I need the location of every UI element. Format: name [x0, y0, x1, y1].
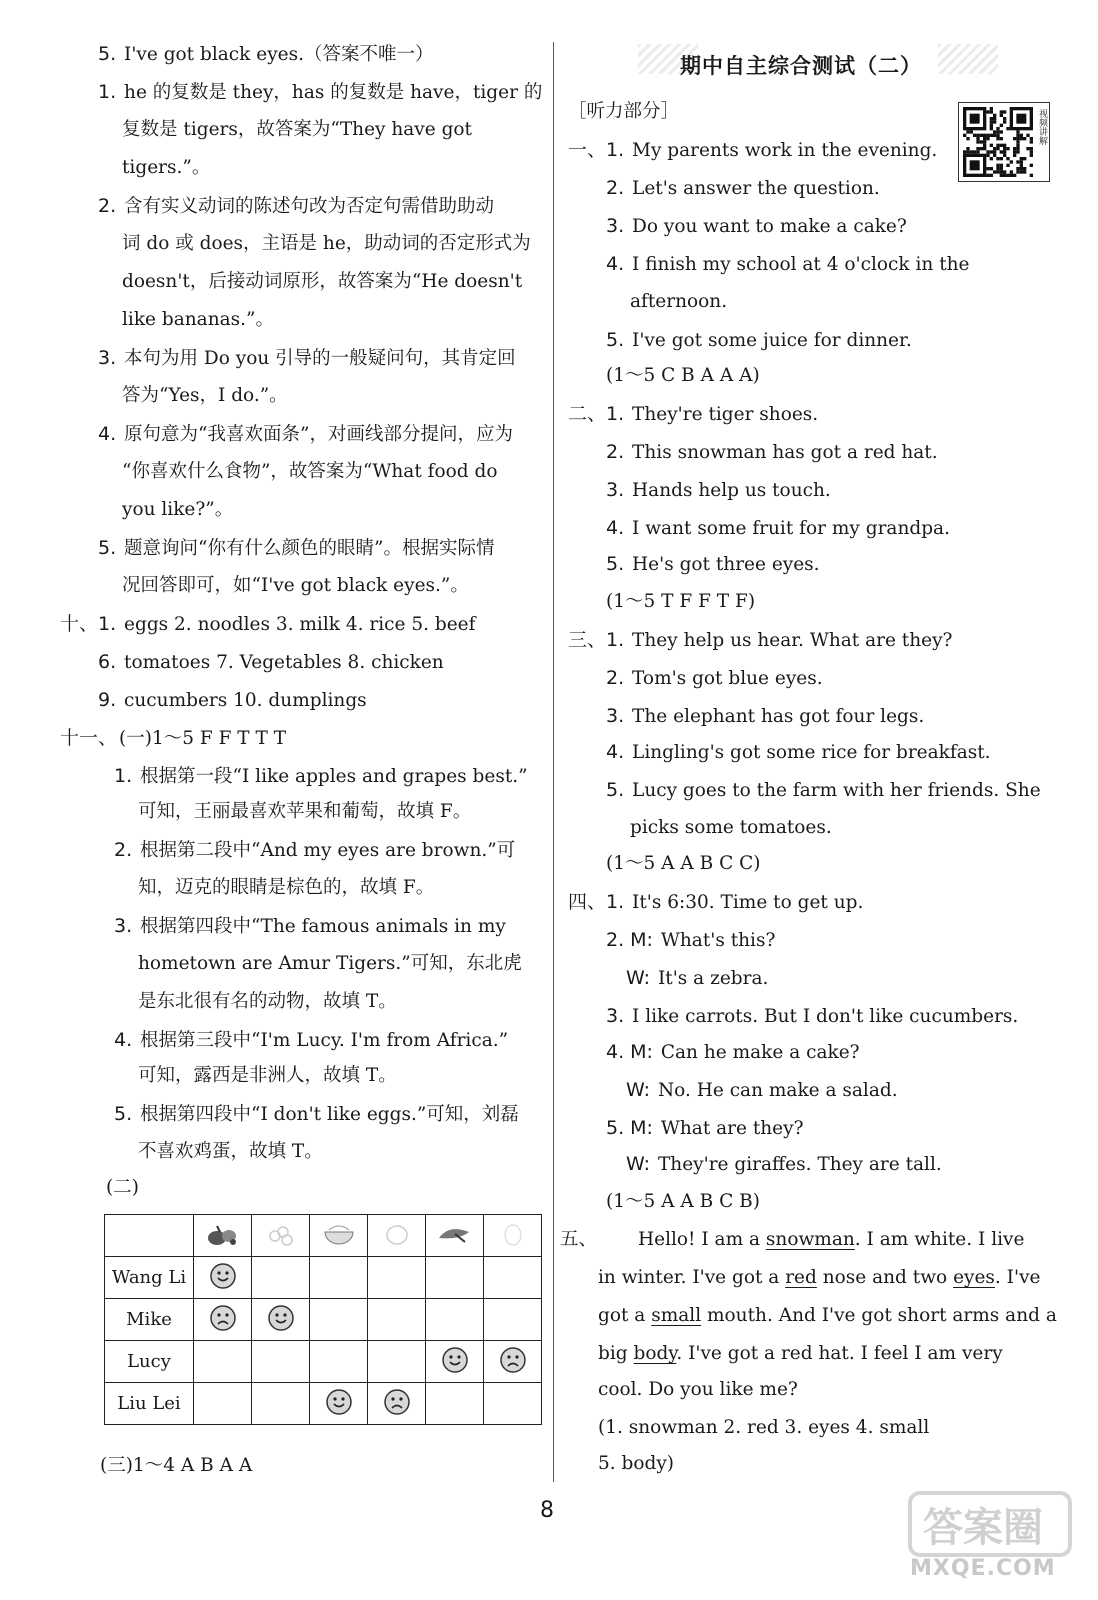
- student-name: Lucy: [105, 1341, 194, 1383]
- list-item: 2. 根据第二段中“And my eyes are brown.”可: [114, 839, 516, 861]
- list-item: 一、1. My parents work in the evening.: [568, 139, 938, 161]
- table-cell: [484, 1341, 542, 1383]
- food-picture-4: [368, 1215, 426, 1257]
- table-cell: [426, 1299, 484, 1341]
- list-item: (1～5 A A B C B): [606, 1191, 760, 1212]
- list-item: 3. Hands help us touch.: [606, 479, 831, 501]
- list-item: (1～5 T F F T F): [606, 591, 756, 612]
- table-cell: [310, 1257, 368, 1299]
- section-label: ［听力部分］: [568, 101, 680, 122]
- answer-blank: snowman: [765, 1229, 855, 1250]
- list-item: 2. 含有实义动词的陈述句改为否定句需借助助动: [98, 195, 495, 217]
- table-cell: [252, 1299, 310, 1341]
- answer-blank: small: [651, 1305, 702, 1326]
- table-cell: [484, 1383, 542, 1425]
- list-item: 5. I've got some juice for dinner.: [606, 329, 912, 351]
- list-item: 况回答即可，如“I've got black eyes.”。: [122, 575, 469, 596]
- column-divider: [553, 42, 554, 1482]
- list-item: 二、1. They're tiger shoes.: [568, 403, 819, 425]
- list-item: 三、1. They help us hear. What are they?: [568, 629, 953, 651]
- list-item: 5. M: What are they?: [606, 1117, 804, 1139]
- list-item: 5. He's got three eyes.: [606, 553, 820, 575]
- list-item: 3. 本句为用 Do you 引导的一般疑问句，其肯定回: [98, 347, 516, 369]
- page-number: 8: [540, 1498, 554, 1523]
- list-item: tigers.”。: [122, 157, 211, 178]
- list-item: like bananas.”。: [122, 309, 274, 330]
- list-item: “你喜欢什么食物”，故答案为“What food do: [122, 461, 498, 482]
- list-item: doesn't，后接动词原形，故答案为“He doesn't: [122, 271, 523, 292]
- qr-caption: 视频讲解: [1037, 109, 1047, 145]
- table-cell: [426, 1341, 484, 1383]
- smiley-face-icon: [209, 1262, 237, 1290]
- header-corner-cell: [105, 1215, 194, 1257]
- list-item: 3. Do you want to make a cake?: [606, 215, 907, 237]
- list-item: 词 do 或 does，主语是 he，助动词的否定形式为: [122, 233, 531, 254]
- list-item: 是东北很有名的动物，故填 T。: [138, 991, 397, 1012]
- list-item: 复数是 tigers，故答案为“They have got: [122, 119, 472, 140]
- passage-line: in winter. I've got a red nose and two eyes. I've: [598, 1267, 1041, 1288]
- table-cell: [194, 1299, 252, 1341]
- list-item: (三)1～4 A B A A: [100, 1455, 253, 1476]
- table-cell: [368, 1299, 426, 1341]
- list-item: 4. 原句意为“我喜欢面条”，对画线部分提问，应为: [98, 423, 513, 445]
- list-item: you like?”。: [122, 499, 234, 520]
- table-row: [105, 1257, 542, 1299]
- answer-blank: red: [785, 1267, 817, 1288]
- list-item: 4. Lingling's got some rice for breakfast.: [606, 741, 991, 763]
- food-picture-5: [426, 1215, 484, 1257]
- list-item: 答为“Yes，I do.”。: [122, 385, 288, 406]
- list-item: 3. I like carrots. But I don't like cucumbers.: [606, 1005, 1019, 1027]
- passage-line: cool. Do you like me?: [598, 1379, 798, 1400]
- passage-answer: 5. body): [598, 1453, 675, 1474]
- food-preference-table: [104, 1214, 542, 1425]
- food-picture-6: [484, 1215, 542, 1257]
- list-item: afternoon.: [630, 291, 728, 312]
- list-item: 5. I've got black eyes.（答案不唯一）: [98, 43, 434, 65]
- list-item: W: They're giraffes. They are tall.: [626, 1153, 942, 1175]
- list-item: W: No. He can make a salad.: [626, 1079, 898, 1101]
- table-row: [105, 1299, 542, 1341]
- list-item: 9. cucumbers 10. dumplings: [98, 689, 367, 711]
- list-item: 5. Lucy goes to the farm with her friends. She: [606, 779, 1041, 801]
- qr-code-icon: [963, 107, 1033, 177]
- table-cell: [194, 1383, 252, 1425]
- table-cell: [310, 1383, 368, 1425]
- passage-answer: (1. snowman 2. red 3. eyes 4. small: [598, 1417, 930, 1438]
- list-item: 1. he 的复数是 they，has 的复数是 have，tiger 的: [98, 81, 543, 103]
- list-item: 6. tomatoes 7. Vegetables 8. chicken: [98, 651, 444, 673]
- table-cell: [368, 1383, 426, 1425]
- list-item: 5. 题意询问“你有什么颜色的眼睛”。根据实际情: [98, 537, 495, 559]
- smiley-face-icon: [267, 1304, 295, 1332]
- list-item: (1～5 A A B C C): [606, 853, 761, 874]
- list-item: 十一、 (一)1～5 F F T T T: [60, 727, 287, 749]
- list-item: W: It's a zebra.: [626, 967, 769, 989]
- student-name: Liu Lei: [105, 1383, 194, 1425]
- food-picture-3: [310, 1215, 368, 1257]
- list-item: 4. 根据第三段中“I'm Lucy. I'm from Africa.”: [114, 1029, 509, 1051]
- table-cell: [252, 1341, 310, 1383]
- table-cell: [252, 1257, 310, 1299]
- answer-blank: eyes: [953, 1267, 995, 1288]
- list-item: 5. 根据第四段中“I don't like eggs.”可知，刘磊: [114, 1103, 519, 1125]
- sad-face-icon: [499, 1346, 527, 1374]
- passage-line: Hello! I am a snowman. I am white. I live: [638, 1229, 1025, 1250]
- passage-label: 五、: [560, 1229, 598, 1250]
- list-item: 3. The elephant has got four legs.: [606, 705, 925, 727]
- list-item: 可知，王丽最喜欢苹果和葡萄，故填 F。: [138, 801, 472, 822]
- sad-face-icon: [383, 1388, 411, 1416]
- table-cell: [426, 1383, 484, 1425]
- table-cell: [484, 1299, 542, 1341]
- table-row: [105, 1383, 542, 1425]
- list-item: 4. I finish my school at 4 o'clock in the: [606, 253, 970, 275]
- passage-line: big body. I've got a red hat. I feel I am very: [598, 1343, 1003, 1364]
- section-title: 期中自主综合测试（二）: [680, 54, 922, 78]
- passage-line: got a small mouth. And I've got short arms and a: [598, 1305, 1057, 1326]
- answer-blank: body: [633, 1343, 677, 1364]
- smiley-face-icon: [325, 1388, 353, 1416]
- student-name: Mike: [105, 1299, 194, 1341]
- list-item: (二): [106, 1177, 139, 1198]
- list-item: 3. 根据第四段中“The famous animals in my: [114, 915, 506, 937]
- table-header-row: [105, 1215, 542, 1257]
- list-item: 2. Tom's got blue eyes.: [606, 667, 823, 689]
- table-cell: [310, 1341, 368, 1383]
- list-item: (1～5 C B A A A): [606, 365, 760, 386]
- list-item: 知，迈克的眼睛是棕色的，故填 F。: [138, 877, 435, 898]
- list-item: 2. This snowman has got a red hat.: [606, 441, 938, 463]
- student-name: Wang Li: [105, 1257, 194, 1299]
- list-item: 十、1. eggs 2. noodles 3. milk 4. rice 5. beef: [60, 613, 476, 635]
- svg-text:答案圈: 答案圈: [923, 1505, 1043, 1551]
- list-item: 2. M: What's this?: [606, 929, 776, 951]
- table-cell: [310, 1299, 368, 1341]
- food-picture-2: [252, 1215, 310, 1257]
- qr-code: [958, 102, 1050, 182]
- list-item: 2. Let's answer the question.: [606, 177, 880, 199]
- smiley-face-icon: [441, 1346, 469, 1374]
- table-cell: [194, 1341, 252, 1383]
- list-item: 可知，露西是非洲人，故填 T。: [138, 1065, 397, 1086]
- list-item: 4. M: Can he make a cake?: [606, 1041, 860, 1063]
- list-item: 4. I want some fruit for my grandpa.: [606, 517, 950, 539]
- table-cell: [368, 1257, 426, 1299]
- sad-face-icon: [209, 1304, 237, 1332]
- watermark-text: MXQE.COM: [910, 1556, 1056, 1581]
- table-row: [105, 1341, 542, 1383]
- table-cell: [252, 1383, 310, 1425]
- list-item: hometown are Amur Tigers.”可知，东北虎: [138, 953, 522, 974]
- table-cell: [426, 1257, 484, 1299]
- food-picture-1: [194, 1215, 252, 1257]
- table-cell: [484, 1257, 542, 1299]
- list-item: 不喜欢鸡蛋，故填 T。: [138, 1141, 323, 1162]
- list-item: picks some tomatoes.: [630, 817, 832, 838]
- table-cell: [368, 1341, 426, 1383]
- title-decoration: [938, 44, 998, 74]
- table-cell: [194, 1257, 252, 1299]
- list-item: 1. 根据第一段“I like apples and grapes best.”: [114, 765, 528, 787]
- list-item: 四、1. It's 6:30. Time to get up.: [568, 891, 864, 913]
